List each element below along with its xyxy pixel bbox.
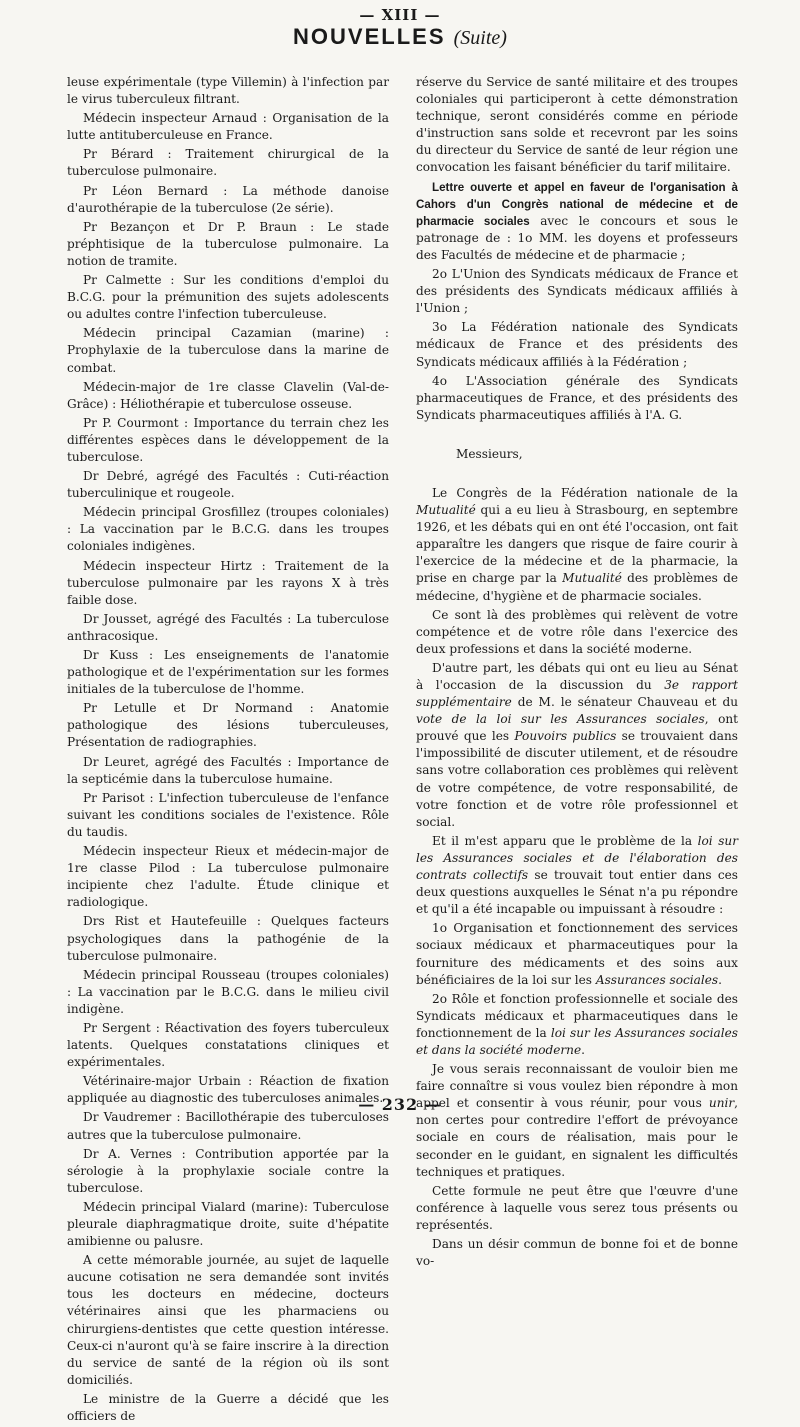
right-column [416,74,738,1272]
text: , ont prouvé que les [416,712,738,744]
roman-page-number: — XIII — [359,6,441,24]
letter-title-rest: avec le concours et sous le patronage de : 1o MM. les doyens et professeurs des Facultés de médecine et de pharmacie ; [416,213,739,262]
letter-title: Lettre ouverte et appel en faveur de l'organisation à Cahors d'un Congrès national de médecine et de pharmacie sociales [416,180,738,228]
title-suite: (Suite) [453,27,507,49]
paragraph: Pr Bérard : Traitement chirurgical de la tuberculose pulmonaire. [67,147,389,179]
text: de M. le sénateur Chauveau et du [511,695,738,710]
list-item: 4o L'Association générale des Syndicats pharmaceutiques de France, et des présidents des Syndicats pharmaceutiques affiliés à l'A. G. [416,373,738,422]
list-item: 2o L'Union des Syndicats médicaux de France et des présidents des Syndicats médicaux affiliés à l'Union ; [416,267,738,316]
paragraph: Pr Léon Bernard : La méthode danoise d'aurothérapie de la tuberculose (2e série). [67,183,389,215]
paragraph: Pr Sergent : Réactivation des foyers tuberculeux latents. Quelques constatations cliniques et expérimentales. [67,1020,389,1070]
paragraph: Médecin principal Grosfillez (troupes coloniales) : La vaccination par le B.C.G. dans les troupes coloniales indigènes. [67,505,389,554]
list-item: 3o La Fédération nationale des Syndicats médicaux de France et des présidents des Syndicats médicaux affiliés à la Fédération ; [416,320,738,369]
paragraph [416,833,738,918]
paragraph: Dr A. Vernes : Contribution apportée par la sérologie à la prophylaxie sociale contre la tuberculose. [67,1146,389,1195]
paragraph [416,660,738,831]
paragraph [416,1061,738,1181]
paragraph: Médecin-major de 1re classe Clavelin (Val-de-Grâce) : Héliothérapie et tuberculose osseuse. [67,379,389,411]
text: des problèmes de médecine, d'hygiène et de pharmacie sociales. [416,571,738,603]
left-column [67,74,389,1427]
paragraph: Dr Kuss : Les enseignements de l'anatomie pathologique et de l'expérimentation sur les formes initiales de la tuberculose de l'homme. [67,648,389,697]
italic-text: 3e rapport supplémentaire [416,678,738,710]
paragraph: Le ministre de la Guerre a décidé que les officiers de [67,1391,389,1424]
italic-text: vote de la loi sur les Assurances sociales [416,712,705,727]
paragraph: Ce sont là des problèmes qui relèvent de votre compétence et de votre rôle dans l'exercice des deux professions et dans la société moderne. [416,607,738,656]
paragraph [416,991,738,1059]
paragraph: Pr Letulle et Dr Normand : Anatomie pathologique des lésions tuberculeuses, Présentation de radiographies. [67,701,389,750]
letter-heading [416,179,738,264]
italic-text: Pouvoirs publics [514,729,617,744]
italic-text: Mutualité [562,571,622,586]
text: Et il m'est apparu que le problème de la [432,833,698,848]
paragraph: Pr Calmette : Sur les conditions d'emploi du B.C.G. pour la prémunition des sujets adolescents ou adultes contre l'infection tuberculeuse. [67,273,389,322]
paragraph: Médecin principal Cazamian (marine) : Prophylaxie de la tuberculose dans la marine de combat. [67,326,389,375]
italic-text: Assurances sociales [595,972,719,987]
paragraph: Pr Parisot : L'infection tuberculeuse de l'enfance suivant les conditions sociales de l'existence. Rôle du taudis. [67,790,389,839]
paragraph: Pr P. Courmont : Importance du terrain chez les différentes espèces dans le développement de la tuberculose. [67,415,389,464]
paragraph: Vétérinaire-major Urbain : Réaction de fixation appliquée au diagnostic des tuberculoses animales. [67,1074,389,1106]
italic-text: unir [708,1096,735,1111]
page-number: — 232 — [358,1095,442,1114]
paragraph: Cette formule ne peut être que l'œuvre d'une conférence à laquelle vous serez tous présents ou représentés. [416,1183,738,1232]
italic-text: loi sur les Assurances sociales et dans la société moderne [416,1025,738,1057]
text: . [581,1042,585,1057]
paragraph: A cette mémorable journée, au sujet de laquelle aucune cotisation ne sera demandée sont invités tous les docteurs en médecine, docteurs vétérinaires ainsi que les pharmaciens ou chirurgiens-dentistes que cette question intéresse. Ceux-ci n'auront qu'à se faire inscrire à la direction du service de santé de la région où ils sont domiciliés. [67,1253,389,1387]
text: , non certes pour contredire l'effort de prévoyance sociale en cours de réalisation, mais pour le seconder en le guidant, en signalent les difficultés techniques et pratiques. [416,1096,738,1179]
paragraph: Dr Jousset, agrégé des Facultés : La tuberculose anthracosique. [67,611,389,643]
text: se trouvait tout entier dans ces deux questions auxquelles le Sénat n'a pu répondre et qu'il a été incapable ou impuissant à résoudre : [416,868,738,917]
paragraph: Dr Debré, agrégé des Facultés : Cuti-réaction tuberculinique et rougeole. [67,469,389,501]
paragraph: Médecin principal Rousseau (troupes coloniales) : La vaccination par le B.C.G. dans le milieu civil indigène. [67,967,389,1016]
text: Le Congrès de la Fédération nationale de la [432,485,738,500]
title-text: NOUVELLES [293,24,446,49]
page-title [0,24,800,50]
text: D'autre part, les débats qui ont eu lieu au Sénat à l'occasion de la discussion du [416,660,738,692]
text: 2o Rôle et fonction professionnelle et sociale des Syndicats médicaux et pharmaceutiques dans le fonctionnement de la [416,991,738,1040]
paragraph: Dans un désir commun de bonne foi et de bonne vo- [416,1237,738,1269]
text: se trouvaient dans l'impossibilité de discuter utilement, et de résoudre sans votre collaboration ces problèmes qui relèvent de votre compétence, de votre responsabilité, de votre fonction et de votre rôle professionnel et social. [416,729,738,829]
paragraph: Médecin inspecteur Rieux et médecin-major de 1re classe Pilod : La tuberculose pulmonaire incipiente chez l'adulte. Étude clinique et radiologique. [67,844,389,910]
paragraph: Drs Rist et Hautefeuille : Quelques facteurs psychologiques dans la pathogénie de la tuberculose pulmonaire. [67,914,389,963]
paragraph: Dr Leuret, agrégé des Facultés : Importance de la septicémie dans la tuberculose humaine. [67,754,389,786]
paragraph: Pr Bezançon et Dr P. Braun : Le stade préphtisique de la tuberculose pulmonaire. La notion de tramite. [67,219,389,268]
paragraph: réserve du Service de santé militaire et des troupes coloniales qui participeront à cette démonstration technique, seront considérés comme en période d'instruction sans solde et recevront par les soins du directeur du Service de santé de leur région une convocation les faisant bénéficier du tarif militaire. [416,75,738,175]
text: . [718,972,722,987]
italic-text: loi sur les Assurances sociales et de l'élaboration des contrats collectifs [416,833,738,883]
text: Je vous serais reconnaissant de vouloir bien me faire connaître si vous voulez bien répondre à mon appel et consentir à vous réunir, pour vous [416,1062,738,1111]
salutation: Messieurs, [456,446,523,461]
paragraph: Dr Vaudremer : Bacillothérapie des tuberculoses autres que la tuberculose pulmonaire. [67,1110,389,1142]
paragraph: Médecin inspecteur Hirtz : Traitement de la tuberculose pulmonaire par les rayons X à très faible dose. [67,558,389,607]
paragraph [416,485,738,605]
paragraph: Médecin principal Vialard (marine): Tuberculose pleurale diaphragmatique droite, suite d'hépatite amibienne ou palusre. [67,1199,389,1249]
italic-text: Mutualité [416,503,476,518]
text: 1o Organisation et fonctionnement des services sociaux médicaux et pharmaceutiques pour la fourniture des médicaments et des soins aux bénéficiaires de la loi sur les [416,921,738,987]
paragraph [416,920,738,988]
text: qui a eu lieu à Strasbourg, en septembre 1926, et les débats qui en ont été l'occasion, ont fait apparaître les dangers que risque de faire courir à l'exercice de la médecine et de la pharmacie, la prise en charge par la [416,503,738,586]
paragraph: leuse expérimentale (type Villemin) à l'infection par le virus tuberculeux filtrant. [67,75,389,107]
paragraph: Médecin inspecteur Arnaud : Organisation de la lutte antituberculeuse en France. [67,111,389,143]
